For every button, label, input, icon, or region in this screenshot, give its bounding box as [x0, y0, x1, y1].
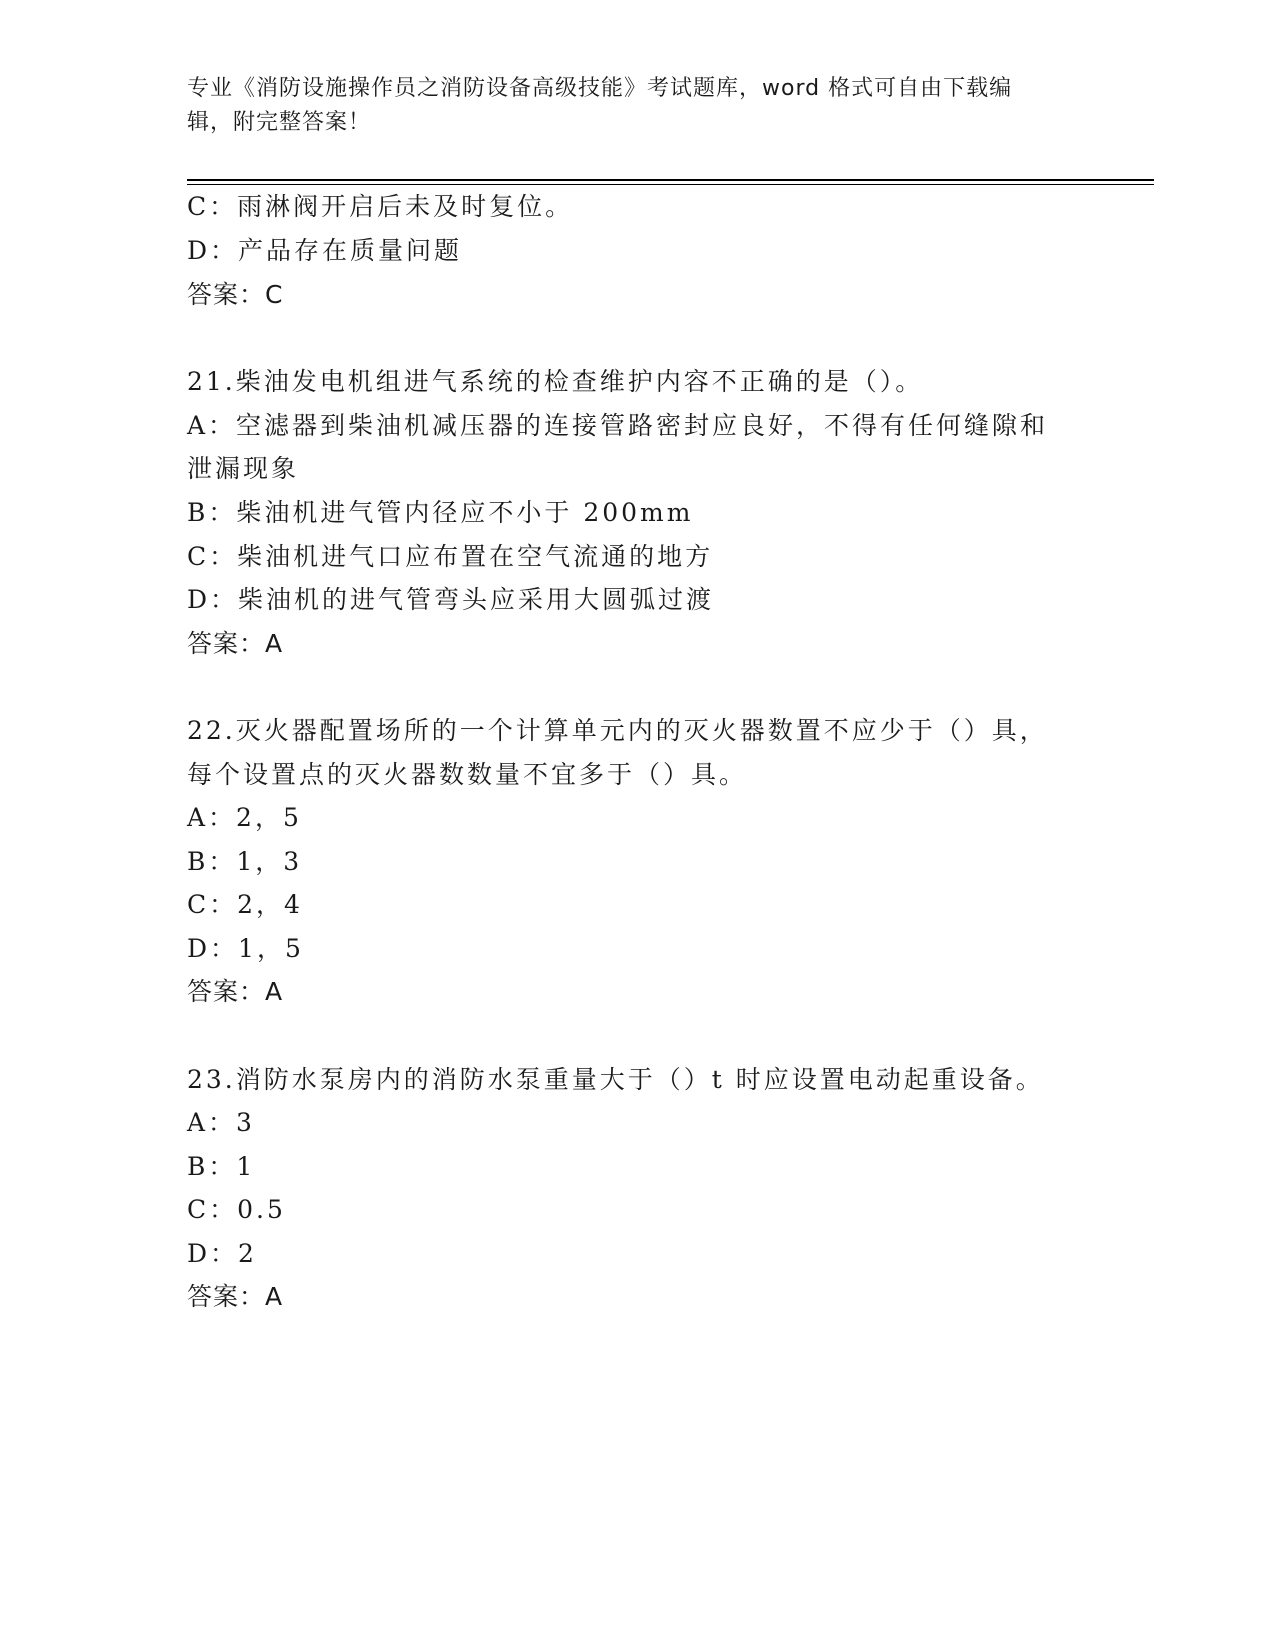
header-divider-thin [187, 184, 1154, 185]
question-21-option-b: B：柴油机进气管内径应不小于 200mm [187, 498, 694, 527]
question-23-option-d: D：2 [187, 1239, 257, 1268]
document-header [187, 72, 1067, 140]
question-23-option-c: C：0.5 [187, 1195, 286, 1224]
question-21-option-a-cont: 泄漏现象 [187, 454, 300, 483]
question-21-option-a: A：空滤器到柴油机减压器的连接管路密封应良好，不得有任何缝隙和 [187, 411, 1049, 440]
question-22-option-a: A：2，5 [187, 803, 302, 832]
header-divider-thick [187, 179, 1154, 181]
question-22-answer: 答案：A [187, 977, 284, 1006]
question-22-option-d: D：1，5 [187, 934, 304, 963]
prev-option-d: D：产品存在质量问题 [187, 236, 463, 265]
question-23-stem: 23.消防水泵房内的消防水泵重量大于（）t 时应设置电动起重设备。 [187, 1065, 1044, 1094]
question-23-option-b: B：1 [187, 1152, 256, 1181]
question-23-answer: 答案：A [187, 1282, 284, 1311]
question-22-option-c: C：2，4 [187, 890, 303, 919]
question-21-answer: 答案：A [187, 629, 284, 658]
question-22-stem-cont: 每个设置点的灭火器数数量不宜多于（）具。 [187, 760, 748, 789]
prev-answer: 答案：C [187, 280, 284, 309]
prev-option-c: C：雨淋阀开启后未及时复位。 [187, 192, 574, 221]
question-21-option-d: D：柴油机的进气管弯头应采用大圆弧过渡 [187, 585, 715, 614]
question-21-stem: 21.柴油发电机组进气系统的检查维护内容不正确的是（）。 [187, 367, 924, 396]
header-line-2: 辑，附完整答案！ [187, 110, 372, 135]
question-22-option-b: B：1，3 [187, 847, 303, 876]
question-21-option-c: C：柴油机进气口应布置在空气流通的地方 [187, 542, 714, 571]
question-22-stem: 22.灭火器配置场所的一个计算单元内的灭火器数置不应少于（）具， [187, 716, 1048, 745]
header-line-1: 专业《消防设施操作员之消防设备高级技能》考试题库，word 格式可自由下载编 [187, 76, 1013, 101]
question-23-option-a: A：3 [187, 1108, 255, 1137]
